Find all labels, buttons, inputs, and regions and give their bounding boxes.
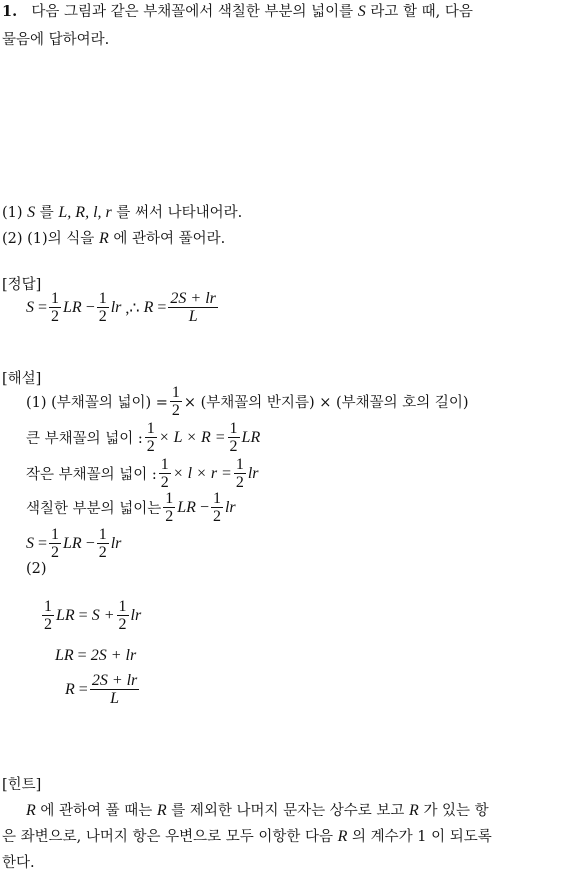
hint-text-2: 은 좌변으로, 나머지 항은 우변으로 모두 이항한 다음 [2, 829, 334, 845]
exp-l5-minus: − [85, 534, 95, 552]
exp-l3-c: lr [247, 464, 259, 482]
exp-l5-frac-1 [49, 526, 61, 561]
frac-den: 2 [51, 308, 60, 325]
problem-var-s: S [357, 3, 366, 20]
hint-text-2b: 의 계수가 1 이 되도록 [352, 829, 492, 845]
frac-num: 1 [160, 456, 169, 473]
hint-text-1: 에 관하여 풀 때는 [40, 803, 153, 819]
problem-number: 1. [2, 3, 18, 20]
answer-minus: − [85, 298, 95, 316]
deriv-l2-eq: = [77, 647, 87, 664]
frac-den: 2 [171, 402, 180, 419]
exp-l1-a: (1) (부채꼴의 넓이) = [26, 395, 168, 411]
q2-prefix: (2) (1)의 식을 [2, 231, 95, 247]
answer-num-text: 2S + lr [170, 290, 216, 307]
problem-line-2: 물음에 답하여라. [2, 32, 110, 48]
exp-l5-lr-upper: LR [63, 534, 82, 552]
q1-prefix: (1) [2, 205, 23, 221]
explanation-line-4 [26, 490, 236, 525]
frac-num: 1 [44, 598, 52, 615]
derivation-line-1 [40, 598, 141, 633]
answer-frac-2 [97, 290, 109, 325]
hint-var-r-2: R [156, 802, 167, 819]
frac-den: 2 [98, 308, 107, 325]
exp-l4-lr-lower: lr [224, 498, 236, 516]
frac-num: 1 [51, 290, 60, 307]
frac-den: 2 [146, 438, 155, 455]
exp-l2-a: 큰 부채꼴의 넓이 : [26, 431, 143, 447]
exp-l3-frac-2 [234, 456, 246, 491]
exp-l2-b: × L × R = [158, 428, 226, 446]
explanation-line-2 [26, 420, 260, 455]
frac-den: 2 [44, 616, 52, 633]
q2-var-r: R [98, 230, 109, 247]
derivation-line-2 [55, 647, 136, 665]
exp-l2-c: LR [241, 428, 261, 446]
q1-vars: L, R, l, r [58, 204, 112, 221]
answer-heading: [정답] [2, 277, 42, 293]
problem-line-1 [2, 0, 473, 21]
explanation-line-1 [26, 384, 469, 419]
frac-den: 2 [235, 474, 244, 491]
frac-num: 1 [165, 490, 174, 507]
q1-var-s: S [27, 204, 36, 221]
q1-text-b: 를 써서 나타내어라. [116, 205, 243, 221]
exp-l1-frac [170, 384, 182, 419]
deriv-l3-den [108, 690, 121, 707]
explanation-line-5 [26, 526, 121, 561]
frac-num: 1 [146, 420, 155, 437]
frac-den: 2 [229, 438, 238, 455]
deriv-frac-2 [117, 598, 129, 633]
problem-text-1a: 다음 그림과 같은 부채꼴에서 색칠한 부분의 넓이를 [31, 4, 354, 20]
answer-r: R [143, 298, 154, 316]
question-1 [2, 201, 242, 222]
exp-l3-b: × l × r = [172, 464, 232, 482]
answer-therefore: ,∴ [125, 299, 140, 317]
frac-num: 1 [229, 420, 238, 437]
problem-text-1b: 라고 할 때, 다음 [370, 4, 473, 20]
q1-text-a: 를 [39, 205, 54, 221]
frac-num: 1 [98, 526, 107, 543]
exp-l5-frac-2 [97, 526, 109, 561]
frac-den: 2 [212, 508, 221, 525]
exp-l4-a: 색칠한 부분의 넓이는 [26, 501, 162, 517]
exp-l5-lr-lower: lr [110, 534, 122, 552]
hint-var-r-1: R [26, 802, 36, 819]
exp-l3-a: 작은 부채꼴의 넓이 : [26, 467, 157, 483]
answer-num [168, 290, 217, 308]
answer-eq-2: = [157, 298, 167, 316]
question-2 [2, 227, 225, 248]
deriv-l1-eq: = [78, 606, 88, 624]
exp-l5-s: S [26, 534, 34, 552]
deriv-frac-1 [42, 598, 54, 633]
frac-den: 2 [118, 616, 127, 633]
exp-l1-b: × (부채꼴의 반지름) × (부채꼴의 호의 길이) [183, 395, 469, 411]
explanation-heading: [해설] [2, 371, 42, 387]
derivation-line-3 [65, 672, 141, 707]
explanation-line-3 [26, 456, 259, 491]
explanation-line-6: (2) [26, 561, 47, 577]
deriv-l1-lr: lr [130, 606, 142, 624]
deriv-frac-3 [90, 672, 139, 707]
hint-heading: [힌트] [2, 777, 42, 793]
exp-l2-frac-1 [145, 420, 157, 455]
exp-l4-lr-upper: LR [177, 498, 196, 516]
answer-den-text: L [188, 308, 198, 325]
exp-l4-frac-2 [211, 490, 223, 525]
exp-l2-frac-2 [228, 420, 240, 455]
deriv-l3-num [90, 672, 139, 690]
frac-num: 1 [212, 490, 221, 507]
frac-num: 1 [98, 290, 107, 307]
deriv-l2-rhs: 2S + lr [90, 647, 137, 664]
deriv-l1-lhs: LR [56, 606, 75, 624]
exp-l5-eq: = [38, 534, 48, 552]
frac-den: 2 [165, 508, 174, 525]
deriv-l3-lhs: R [65, 680, 75, 698]
hint-var-r-3: R [409, 802, 419, 819]
answer-eq-1: = [38, 298, 48, 316]
frac-num: 1 [51, 526, 60, 543]
deriv-l3-num-text: 2S + lr [91, 672, 138, 689]
hint-var-r-4: R [337, 828, 348, 845]
frac-den: 2 [160, 474, 169, 491]
answer-lr-upper: LR [63, 298, 82, 316]
exp-l4-frac-1 [163, 490, 175, 525]
answer-den [187, 308, 200, 325]
frac-num: 1 [171, 384, 180, 401]
hint-line-2 [2, 825, 492, 846]
frac-den: 2 [98, 544, 107, 561]
frac-num: 1 [118, 598, 127, 615]
answer-s: S [26, 298, 34, 316]
exp-l4-minus: − [199, 498, 209, 516]
answer-frac-1 [49, 290, 61, 325]
answer-lr-lower: lr [110, 298, 122, 316]
hint-text-1b: 를 제외한 나머지 문자는 상수로 보고 [171, 803, 405, 819]
hint-line-3: 한다. [2, 855, 35, 871]
deriv-l1-rhs: S + [91, 606, 115, 624]
answer-equation [26, 290, 220, 325]
answer-frac-3 [168, 290, 217, 325]
hint-text-1c: 가 있는 항 [423, 803, 489, 819]
deriv-l3-den-text: L [110, 690, 119, 707]
q2-text: 에 관하여 풀어라. [113, 231, 226, 247]
deriv-l2-lhs: LR [55, 647, 74, 664]
frac-den: 2 [51, 544, 60, 561]
hint-line-1 [26, 799, 489, 820]
deriv-l3-eq: = [78, 680, 88, 698]
exp-l3-frac-1 [159, 456, 171, 491]
frac-num: 1 [235, 456, 244, 473]
